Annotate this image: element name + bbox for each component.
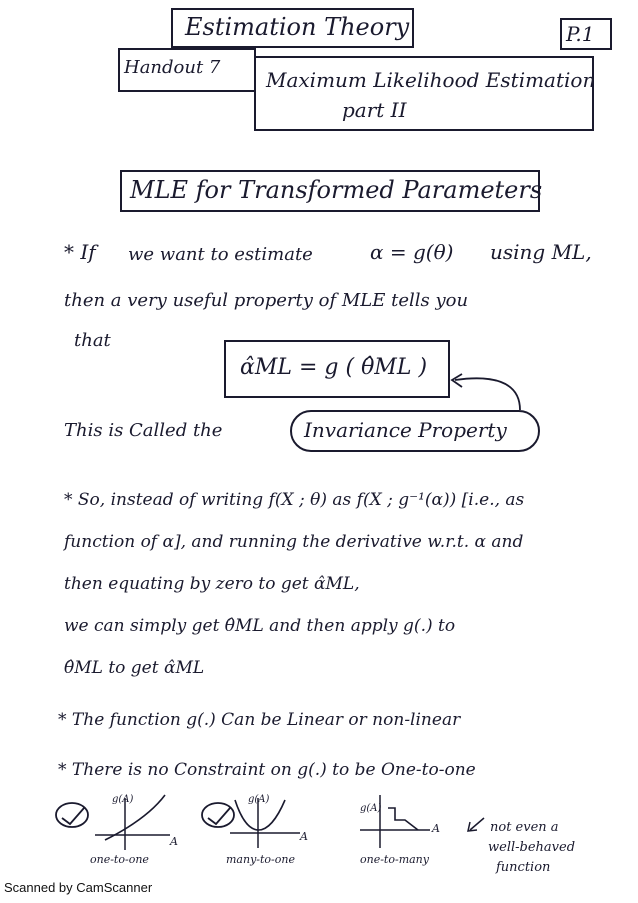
sketch3-curve [388, 808, 418, 830]
section-title: MLE for Transformed Parameters [130, 176, 543, 204]
p1-line1-text: we want to estimate [128, 244, 313, 265]
sketch1-caption: one-to-one [90, 853, 149, 866]
sketch2-y-label: g(A) [248, 794, 270, 805]
sketch3-note-line2: well-behaved [488, 840, 576, 855]
note-arrowhead [468, 822, 477, 831]
sketch3-y-label: g(A) [360, 803, 382, 814]
sketch2-x-label: A [300, 830, 308, 843]
sketch3-note-line3: function [496, 860, 551, 875]
heading-line-1: Maximum Likelihood Estimation [266, 68, 596, 92]
check-mark-1 [62, 808, 84, 824]
p2-line4: we can simply get θ̂ML and then apply g(.) to [64, 616, 456, 636]
sketch1-y-label: g(A) [112, 794, 134, 805]
check-mark-circle-1 [56, 803, 88, 827]
sketch3-x-label: A [432, 822, 440, 835]
p3-line: * The function g(.) Can be Linear or non-linear [58, 710, 461, 730]
handout-label: Handout 7 [124, 57, 221, 78]
invariance-intro: This is Called the [64, 420, 223, 441]
page-number: P.1 [566, 22, 595, 46]
scanner-watermark: Scanned by CamScanner [4, 880, 153, 895]
document-title: Estimation Theory [185, 13, 410, 41]
check-mark-2 [208, 808, 230, 824]
p1-line1-lead: * If [64, 240, 96, 264]
p1-line2: then a very useful property of MLE tells you [64, 290, 469, 311]
p4-line: * There is no Constraint on g(.) to be One-to-one [58, 760, 476, 780]
invariance-formula: α̂ML = g ( θ̂ML ) [240, 355, 428, 380]
p1-line1-equation: α = g(θ) [370, 240, 454, 264]
sketch1-x-label: A [170, 835, 178, 848]
check-mark-circle-2 [202, 803, 234, 827]
p1-line3: that [74, 330, 111, 351]
invariance-arrowhead [452, 374, 462, 387]
p2-line2: function of α], and running the derivative w.r.t. α and [64, 532, 524, 552]
invariance-arrow [455, 378, 520, 410]
sketch3-note-line1: not even a [490, 820, 559, 835]
sketch2-caption: many-to-one [226, 853, 295, 866]
p2-line3: then equating by zero to get α̂ML, [64, 574, 360, 594]
p2-line1: * So, instead of writing f(X ; θ) as f(X ; g⁻¹(α)) [i.e., as [64, 490, 525, 510]
sketch3-caption: one-to-many [360, 853, 429, 866]
p1-line1-end: using ML, [490, 240, 592, 264]
invariance-term: Invariance Property [304, 418, 507, 442]
p2-line5: θ̂ML to get α̂ML [64, 658, 205, 678]
note-arrow [470, 818, 484, 830]
heading-line-2: part II [342, 98, 407, 122]
